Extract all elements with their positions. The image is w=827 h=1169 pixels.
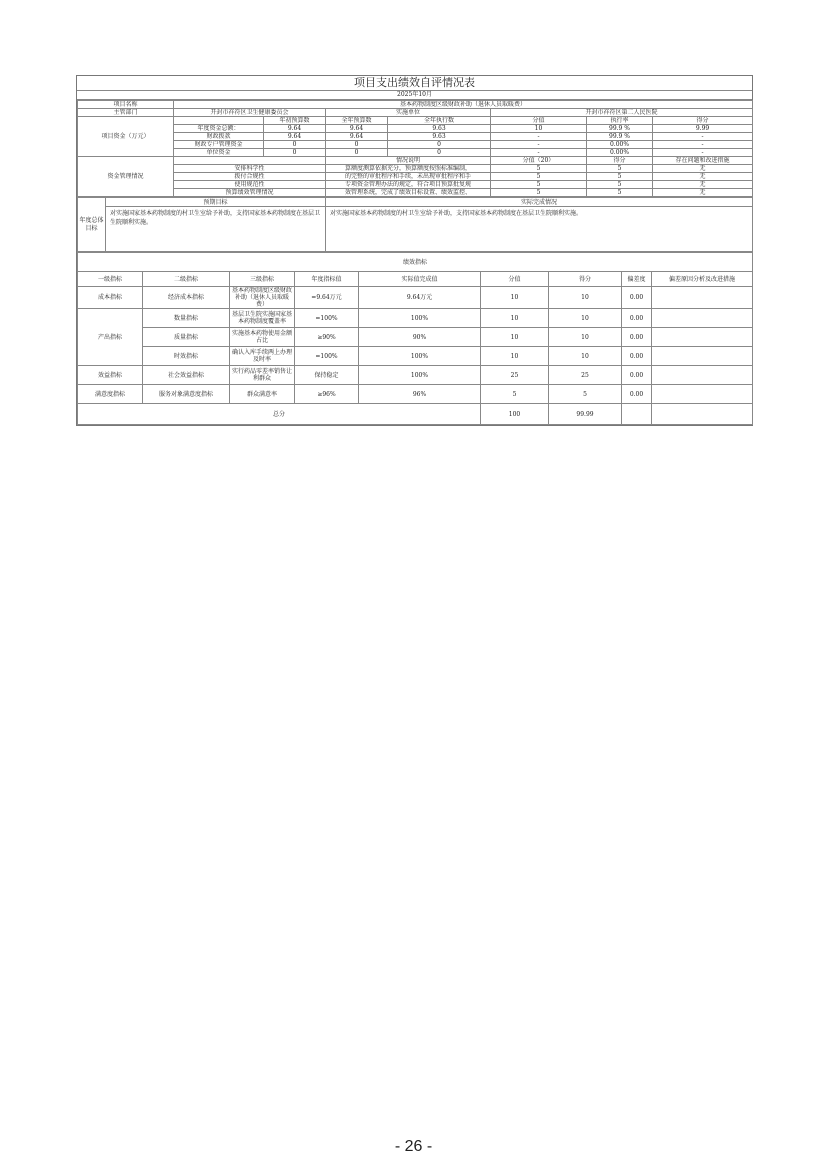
funds-cell: 9.99 [653,125,753,133]
expected-label: 预期目标 [106,198,326,207]
funds-header: 全年执行数 [388,117,491,125]
funds-cell: 0.00% [587,149,653,157]
management-row [78,173,753,181]
funds-label: 项目资金（万元） [78,117,174,157]
table-row [78,347,753,366]
dept-label: 主管部门 [78,109,174,117]
funds-cell: - [653,141,753,149]
funds-cell: 0.00% [587,141,653,149]
funds-cell: 9.63 [388,125,491,133]
perf-got: 25 [549,366,622,385]
funds-header: 得分 [653,117,753,125]
table-row [78,328,753,347]
funds-cell: 0 [388,141,491,149]
management-row-label: 预算绩效管理情况 [174,189,326,197]
perf-l2: 社会效益指标 [143,366,230,385]
funds-cell: 9.63 [388,133,491,141]
management-desc: 效管理系统，完成了绩效目标设置、绩效监控、 [326,189,491,197]
dept-value: 开封市祥符区卫生健康委员会 [174,109,326,117]
perf-score: 10 [481,309,549,328]
perf-dev: 0.00 [622,328,652,347]
perf-header: 偏差原因分析及改进措施 [652,272,753,287]
perf-header: 偏差度 [622,272,652,287]
management-row [78,165,753,173]
management-score: 5 [491,165,587,173]
perf-header: 二级指标 [143,272,230,287]
total-reason [652,404,753,425]
management-got: 5 [587,181,653,189]
project-name-label: 项目名称 [78,101,174,109]
management-got: 5 [587,173,653,181]
perf-reason [652,385,753,404]
sheet-date: 2025年10月 [77,91,752,100]
perf-l2: 经济成本指标 [143,287,230,309]
perf-l1: 产出指标 [78,309,143,366]
impl-value: 开封市祥符区第二人民医院 [491,109,753,117]
perf-header: 一级指标 [78,272,143,287]
perf-actual: 100% [359,347,481,366]
funds-header: 全年预算数 [326,117,388,125]
impl-label: 实施单位 [326,109,491,117]
expected-goal: 对实施国家基本药物制度的村卫生室给予补助，支持国家基本药物制度在基层卫生院顺利实施。 [106,207,326,252]
perf-actual: 90% [359,328,481,347]
management-header: 分值（20） [491,157,587,165]
funds-row-label: 财政拨款 [174,133,264,141]
funds-cell: - [491,133,587,141]
management-label: 资金管理情况 [78,157,174,197]
management-issue: 无 [653,173,753,181]
funds-header: 年初预算数 [264,117,326,125]
perf-l3: 实施基本药物使用金额占比 [230,328,295,347]
management-desc: 算额度测算依据充分，预算额度按照标准编制， [326,165,491,173]
funds-cell: - [491,141,587,149]
perf-header: 年度指标值 [295,272,359,287]
performance-label: 绩效指标 [78,253,753,272]
management-row-label: 使用规范性 [174,181,326,189]
perf-target: =9.64万元 [295,287,359,309]
project-name: 基本药物制度区级财政补助（退休人员取暖费） [174,101,753,109]
performance-table [77,252,753,425]
funds-header: 执行率 [587,117,653,125]
perf-score: 10 [481,328,549,347]
management-desc: 的完整的审批程序和手续，未出现审批程序和手 [326,173,491,181]
perf-l2: 时效指标 [143,347,230,366]
perf-score: 10 [481,287,549,309]
perf-reason [652,328,753,347]
funds-cell: 99.9 % [587,133,653,141]
page-number: - 26 - [394,1138,433,1155]
funds-cell: 9.64 [326,125,388,133]
funds-row [78,149,753,157]
table-row [78,385,753,404]
perf-header: 实际值完成值 [359,272,481,287]
management-desc: 专项资金管理办法的规定，符合项目预算批复规 [326,181,491,189]
management-row-label: 拨付合规性 [174,173,326,181]
management-score: 5 [491,181,587,189]
funds-cell: 9.64 [264,125,326,133]
funds-cell: 0 [326,141,388,149]
funds-cell: 0 [264,149,326,157]
perf-target: ≥96% [295,385,359,404]
perf-got: 5 [549,385,622,404]
funds-cell: 9.64 [326,133,388,141]
perf-l3: 确认入库手续两上办理及时率 [230,347,295,366]
management-issue: 无 [653,181,753,189]
funds-row [78,141,753,149]
management-score: 5 [491,189,587,197]
perf-l2: 质量指标 [143,328,230,347]
funds-cell: 10 [491,125,587,133]
perf-got: 10 [549,347,622,366]
goals-table [77,197,753,252]
funds-cell: 0 [326,149,388,157]
perf-dev: 0.00 [622,287,652,309]
perf-l2: 服务对象满意度指标 [143,385,230,404]
management-header: 存在问题和改进措施 [653,157,753,165]
perf-reason [652,309,753,328]
perf-header: 得分 [549,272,622,287]
table-row [78,287,753,309]
perf-dev: 0.00 [622,366,652,385]
perf-l3: 基层卫生院实施国家基本药物制度覆盖率 [230,309,295,328]
management-header: 得分 [587,157,653,165]
perf-score: 10 [481,347,549,366]
funds-cell: - [491,149,587,157]
funds-cell: - [653,149,753,157]
funds-table [77,100,753,197]
perf-target: 保持稳定 [295,366,359,385]
total-label: 总分 [78,404,481,425]
perf-dev: 0.00 [622,347,652,366]
management-header-blank [174,157,326,165]
total-got: 99.99 [549,404,622,425]
management-row [78,181,753,189]
perf-l3: 实行药品零差率销售让利群众 [230,366,295,385]
management-row-label: 安排科学性 [174,165,326,173]
funds-row-label: 年度资金总额： [174,125,264,133]
funds-cell: 0 [388,149,491,157]
perf-actual: 9.64万元 [359,287,481,309]
management-row [78,189,753,197]
funds-cell: 99.9 % [587,125,653,133]
perf-reason [652,366,753,385]
perf-actual: 96% [359,385,481,404]
table-row [78,366,753,385]
actual-goal: 对实施国家基本药物制度的村卫生室给予补助，支持国家基本药物制度在基层卫生院顺利实施。 [326,207,753,252]
management-issue: 无 [653,165,753,173]
perf-score: 25 [481,366,549,385]
management-score: 5 [491,173,587,181]
perf-got: 10 [549,287,622,309]
management-issue: 无 [653,189,753,197]
perf-got: 10 [549,328,622,347]
perf-got: 10 [549,309,622,328]
perf-target: =100% [295,309,359,328]
management-got: 5 [587,165,653,173]
management-got: 5 [587,189,653,197]
funds-row [78,125,753,133]
performance-evaluation-sheet [76,75,753,426]
total-row [78,404,753,425]
funds-header: 分值 [491,117,587,125]
perf-header: 分值 [481,272,549,287]
perf-l2: 数量指标 [143,309,230,328]
actual-label: 实际完成情况 [326,198,753,207]
perf-actual: 100% [359,309,481,328]
perf-actual: 100% [359,366,481,385]
funds-header-blank [174,117,264,125]
funds-row [78,133,753,141]
funds-row-label: 单位资金 [174,149,264,157]
perf-l1: 成本指标 [78,287,143,309]
table-row [78,309,753,328]
perf-reason [652,347,753,366]
total-score: 100 [481,404,549,425]
perf-l1: 满意度指标 [78,385,143,404]
funds-cell: 0 [264,141,326,149]
goals-label: 年度总体目标 [78,198,106,252]
perf-l1: 效益指标 [78,366,143,385]
perf-l3: 基本药物制度区级财政补助（退休人员取暖费） [230,287,295,309]
perf-reason [652,287,753,309]
perf-target: =100% [295,347,359,366]
total-dev [622,404,652,425]
perf-target: ≥90% [295,328,359,347]
perf-score: 5 [481,385,549,404]
perf-dev: 0.00 [622,309,652,328]
funds-cell: - [653,133,753,141]
funds-cell: 9.64 [264,133,326,141]
management-header: 情况说明 [326,157,491,165]
sheet-title: 项目支出绩效自评情况表 [77,76,752,91]
perf-dev: 0.00 [622,385,652,404]
perf-l3: 群众满意率 [230,385,295,404]
funds-row-label: 财政专户管理资金 [174,141,264,149]
perf-header: 三级指标 [230,272,295,287]
